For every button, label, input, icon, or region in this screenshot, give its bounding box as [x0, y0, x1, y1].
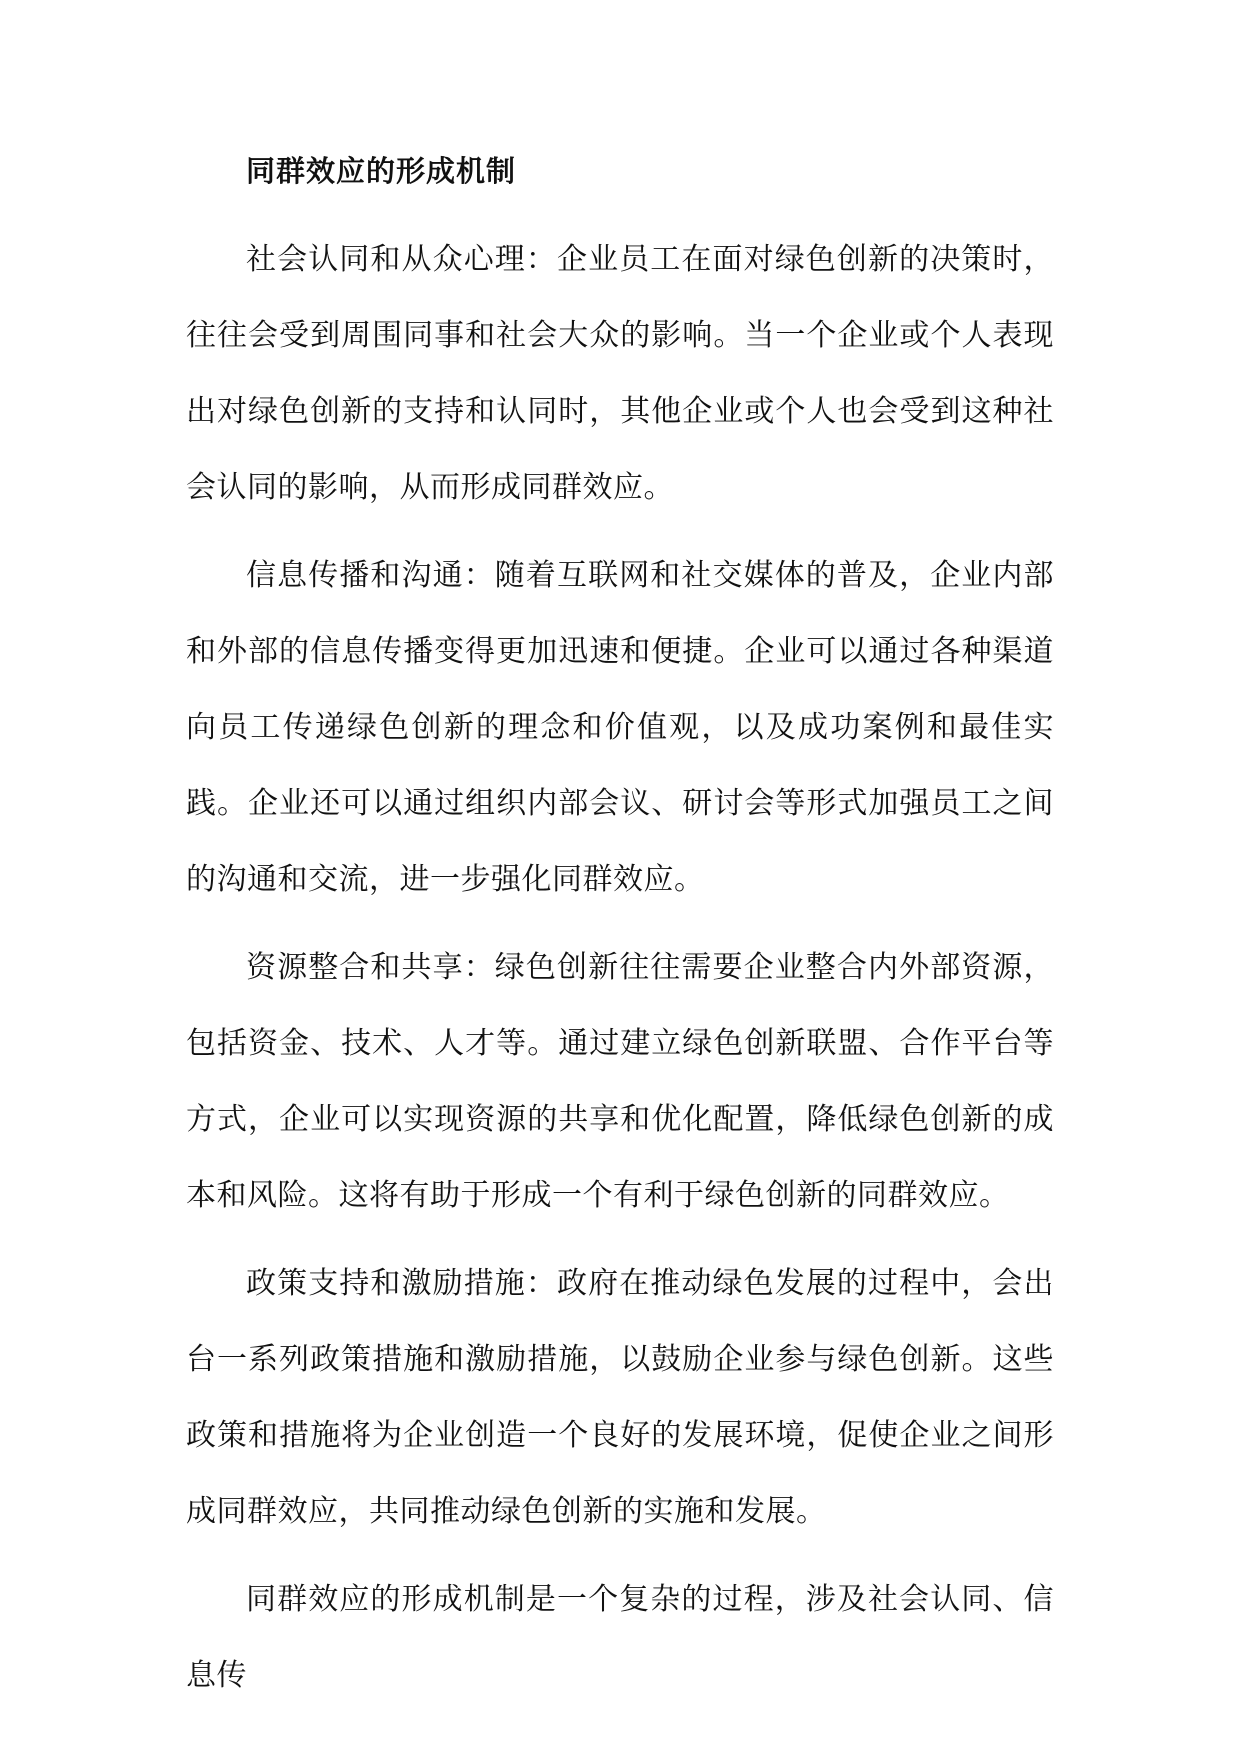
document-body — [186, 146, 1054, 1726]
paragraph-social-identity: 社会认同和从众心理：企业员工在面对绿色创新的决策时，往往会受到周围同事和社会大众的影响。当一个企业或个人表现出对绿色创新的支持和认同时，其他企业或个人也会受到这种社会认同的影响，从而形成同群效应。 — [186, 242, 1054, 505]
paragraph-information-spread: 信息传播和沟通：随着互联网和社交媒体的普及，企业内部和外部的信息传播变得更加迅速和便捷。企业可以通过各种渠道向员工传递绿色创新的理念和价值观，以及成功案例和最佳实践。企业还可以通过组织内部会议、研讨会等形式加强员工之间的沟通和交流，进一步强化同群效应。 — [186, 558, 1054, 897]
paragraph-policy-support: 政策支持和激励措施：政府在推动绿色发展的过程中，会出台一系列政策措施和激励措施，以鼓励企业参与绿色创新。这些政策和措施将为企业创造一个良好的发展环境，促使企业之间形成同群效应，共同推动绿色创新的实施和发展。 — [186, 1266, 1054, 1529]
section-heading: 同群效应的形成机制 — [246, 154, 517, 188]
paragraph-summary: 同群效应的形成机制是一个复杂的过程，涉及社会认同、信息传 — [186, 1582, 1054, 1693]
paragraph-resource-sharing: 资源整合和共享：绿色创新往往需要企业整合内外部资源，包括资金、技术、人才等。通过建立绿色创新联盟、合作平台等方式，企业可以实现资源的共享和优化配置，降低绿色创新的成本和风险。这将有助于形成一个有利于绿色创新的同群效应。 — [186, 950, 1054, 1213]
